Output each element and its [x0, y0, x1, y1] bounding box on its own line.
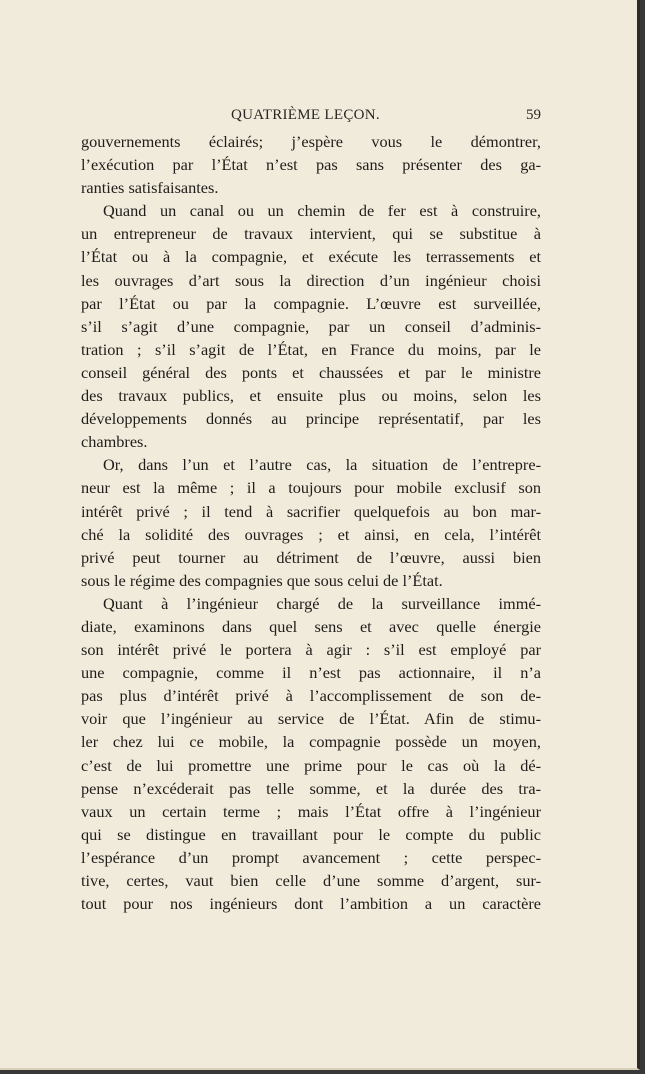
text-line: des travaux publics, et ensuite plus ou moins, selon les [81, 386, 541, 406]
text-line: c’est de lui promettre une prime pour le cas où la dé- [81, 755, 541, 775]
text-line: son intérêt privé le portera à agir : s’il est employé par [81, 640, 541, 660]
text-line: conseil général des ponts et chaussées et par le ministre [81, 362, 541, 382]
text-line: diate, examinons dans quel sens et avec quelle énergie [81, 616, 541, 636]
text-line: une compagnie, comme il n’est pas actionnaire, il n’a [81, 663, 541, 683]
text-line: pense n’excéderait pas telle somme, et la durée des tra- [81, 778, 541, 798]
text-line: tive, certes, vaut bien celle d’une somme d’argent, sur- [81, 871, 541, 890]
text-line: les ouvrages d’art sous la direction d’un ingénieur choisi [81, 270, 541, 290]
text-line: vaux un certain terme ; mais l’État offre à l’ingénieur [81, 801, 541, 821]
text-line: par l’État ou par la compagnie. L’œuvre est surveillée, [81, 293, 541, 313]
text-line: ché la solidité des ouvrages ; et ainsi, en cela, l’intérêt [81, 524, 541, 544]
text-line: qui se distingue en travaillant pour le compte du public [81, 824, 541, 844]
body-text [81, 130, 541, 915]
text-line: l’espérance d’un prompt avancement ; cette perspec- [81, 847, 541, 867]
text-line: tration ; s’il s’agit de l’État, en France du moins, par le [81, 339, 541, 359]
text-line: Quand un canal ou un chemin de fer est à construire, [103, 201, 541, 221]
text-line: gouvernements éclairés; j’espère vous le démontrer, [81, 132, 541, 151]
text-line: ranties satisfaisantes. [81, 178, 219, 198]
text-line: intérêt privé ; il tend à sacrifier quelquefois au bon mar- [81, 501, 541, 521]
text-line: ler chez lui ce mobile, la compagnie possède un moyen, [81, 732, 541, 752]
text-line: s’il s’agit d’une compagnie, par un conseil d’adminis- [81, 316, 541, 336]
text-line: Quant à l’ingénieur chargé de la surveillance immé- [103, 593, 541, 613]
text-line: pas plus d’intérêt privé à l’accomplissement de son de- [81, 686, 541, 706]
text-line: chambres. [81, 432, 148, 452]
text-line: neur est la même ; il a toujours pour mobile exclusif son [81, 478, 541, 498]
text-line: Or, dans l’un et l’autre cas, la situation de l’entrepre- [103, 455, 541, 475]
text-line: sous le régime des compagnies que sous celui de l’État. [81, 570, 443, 590]
text-line: tout pour nos ingénieurs dont l’ambition a un caractère [81, 894, 541, 914]
page-number: 59 [526, 107, 541, 123]
text-line: voir que l’ingénieur au service de l’État. Afin de stimu- [81, 709, 541, 729]
text-line: développements donnés au principe représentatif, par les [81, 409, 541, 429]
text-line: l’exécution par l’État n’est pas sans présenter des ga- [81, 155, 541, 175]
running-title: QUATRIÈME LEÇON. [231, 107, 380, 123]
text-line: l’État ou à la compagnie, et exécute les terrassements et [81, 247, 541, 267]
page-header [81, 105, 541, 127]
text-line: privé peut tourner au détriment de l’œuvre, aussi bien [81, 547, 541, 567]
text-line: un entrepreneur de travaux intervient, qui se substitue à [81, 224, 541, 244]
